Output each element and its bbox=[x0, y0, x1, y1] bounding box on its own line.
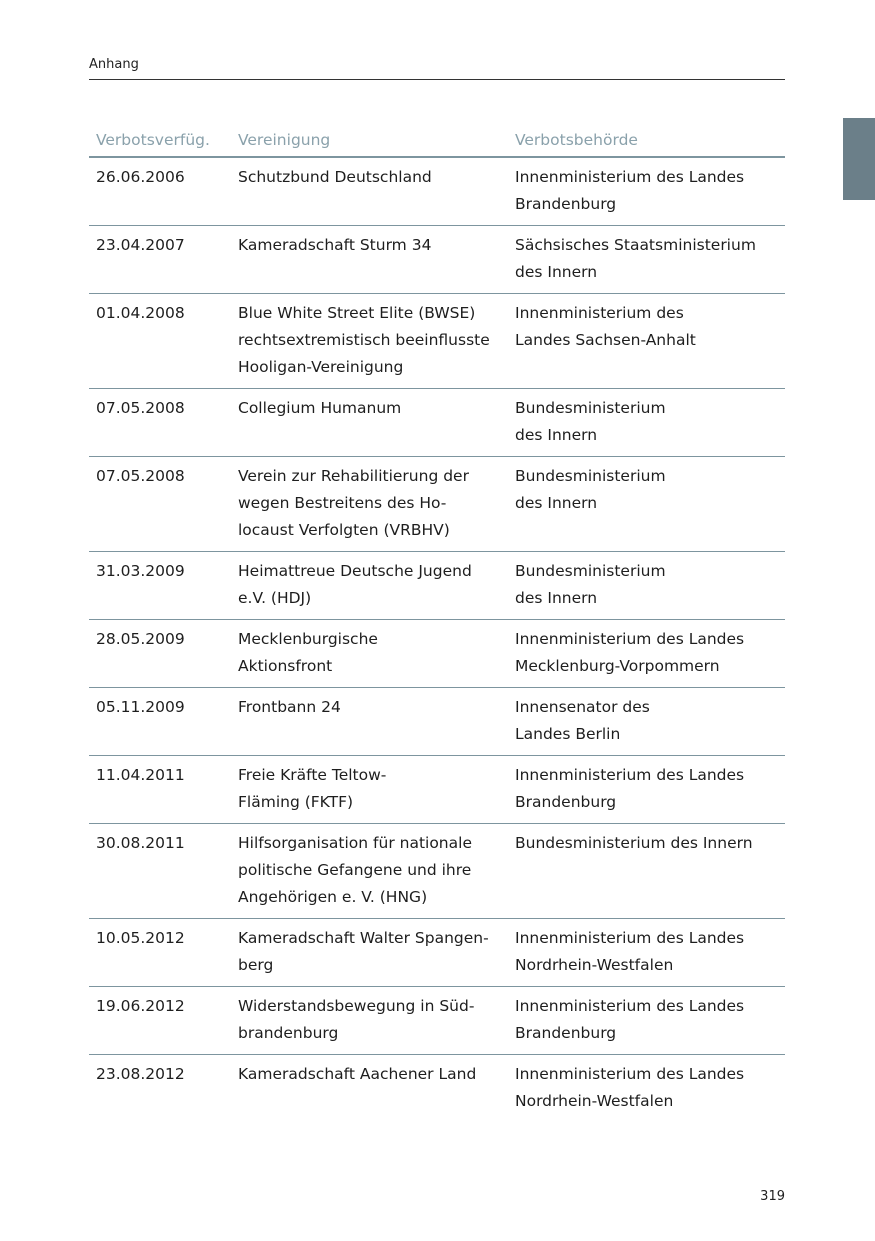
cell-organization bbox=[238, 463, 515, 544]
table-row bbox=[89, 389, 785, 457]
cell-date: 31.03.2009 bbox=[96, 562, 185, 580]
table-row bbox=[89, 1055, 785, 1122]
cell-authority-line: Innenministerium des Landes bbox=[515, 630, 745, 648]
cell-authority-line: Innenministerium des Landes bbox=[515, 929, 745, 947]
cell-organization-line: rechtsextremistisch beeinflusste bbox=[238, 331, 490, 349]
cell-authority-line: Nordrhein-Westfalen bbox=[515, 956, 674, 974]
cell-organization bbox=[238, 164, 515, 218]
cell-date: 23.04.2007 bbox=[96, 236, 185, 254]
column-header-authority: Verbotsbehörde bbox=[515, 130, 638, 149]
table-row bbox=[89, 987, 785, 1055]
cell-authority-line: Innensenator des bbox=[515, 698, 650, 716]
cell-organization-line: Hooligan-Vereinigung bbox=[238, 358, 404, 376]
cell-organization-line: Aktionsfront bbox=[238, 657, 333, 675]
cell-organization bbox=[238, 762, 515, 816]
cell-authority bbox=[515, 694, 785, 748]
cell-authority bbox=[515, 232, 785, 286]
cell-organization bbox=[238, 626, 515, 680]
cell-authority-line: des Innern bbox=[515, 589, 598, 607]
cell-organization bbox=[238, 558, 515, 612]
cell-authority bbox=[515, 558, 785, 612]
cell-authority bbox=[515, 395, 785, 449]
cell-authority-line: Bundesministerium des Innern bbox=[515, 834, 753, 852]
cell-organization-line: politische Gefangene und ihre bbox=[238, 861, 472, 879]
cell-authority-line: des Innern bbox=[515, 263, 598, 281]
cell-date: 19.06.2012 bbox=[96, 997, 185, 1015]
cell-organization-line: Collegium Humanum bbox=[238, 399, 402, 417]
cell-date: 23.08.2012 bbox=[96, 1065, 185, 1083]
cell-date: 30.08.2011 bbox=[96, 834, 185, 852]
cell-organization bbox=[238, 830, 515, 911]
cell-date: 07.05.2008 bbox=[96, 399, 185, 417]
cell-authority bbox=[515, 300, 785, 381]
cell-authority-line: Brandenburg bbox=[515, 195, 617, 213]
table-row bbox=[89, 620, 785, 688]
column-header-date: Verbotsverfüg. bbox=[96, 130, 210, 149]
cell-organization-line: Angehörigen e. V. (HNG) bbox=[238, 888, 428, 906]
cell-organization bbox=[238, 925, 515, 979]
cell-organization-line: Widerstandsbewegung in Süd- bbox=[238, 997, 475, 1015]
cell-authority-line: Sächsisches Staatsministerium bbox=[515, 236, 756, 254]
cell-organization-line: Kameradschaft Aachener Land bbox=[238, 1065, 477, 1083]
cell-authority-line: Innenministerium des bbox=[515, 304, 684, 322]
cell-organization bbox=[238, 993, 515, 1047]
table-row bbox=[89, 294, 785, 389]
cell-authority bbox=[515, 993, 785, 1047]
cell-organization-line: Verein zur Rehabilitierung der bbox=[238, 467, 469, 485]
cell-date: 28.05.2009 bbox=[96, 630, 185, 648]
cell-authority-line: Innenministerium des Landes bbox=[515, 1065, 745, 1083]
table-row bbox=[89, 824, 785, 919]
cell-authority-line: Brandenburg bbox=[515, 793, 617, 811]
cell-authority bbox=[515, 1061, 785, 1115]
cell-authority-line: Bundesministerium bbox=[515, 562, 666, 580]
table-header bbox=[89, 120, 785, 158]
cell-organization bbox=[238, 1061, 515, 1115]
prohibition-table bbox=[89, 120, 785, 1122]
cell-organization-line: locaust Verfolgten (VRBHV) bbox=[238, 521, 450, 539]
cell-organization-line: berg bbox=[238, 956, 274, 974]
table-row bbox=[89, 756, 785, 824]
cell-date: 10.05.2012 bbox=[96, 929, 185, 947]
cell-organization bbox=[238, 232, 515, 286]
table-row bbox=[89, 919, 785, 987]
cell-organization-line: Heimattreue Deutsche Jugend bbox=[238, 562, 472, 580]
header-rule bbox=[89, 79, 785, 80]
cell-organization-line: Kameradschaft Walter Spangen- bbox=[238, 929, 489, 947]
table-row bbox=[89, 552, 785, 620]
cell-authority-line: Bundesministerium bbox=[515, 467, 666, 485]
cell-organization-line: Schutzbund Deutschland bbox=[238, 168, 432, 186]
table-row bbox=[89, 688, 785, 756]
cell-authority bbox=[515, 164, 785, 218]
cell-authority-line: Landes Sachsen-Anhalt bbox=[515, 331, 696, 349]
cell-authority bbox=[515, 626, 785, 680]
section-tab-marker bbox=[843, 118, 875, 200]
table-row bbox=[89, 158, 785, 226]
cell-organization-line: Mecklenburgische bbox=[238, 630, 378, 648]
cell-organization-line: Kameradschaft Sturm 34 bbox=[238, 236, 432, 254]
cell-authority-line: des Innern bbox=[515, 494, 598, 512]
cell-date: 05.11.2009 bbox=[96, 698, 185, 716]
cell-authority-line: Nordrhein-Westfalen bbox=[515, 1092, 674, 1110]
table-body bbox=[89, 158, 785, 1122]
table-row bbox=[89, 457, 785, 552]
cell-date: 11.04.2011 bbox=[96, 766, 185, 784]
cell-organization-line: wegen Bestreitens des Ho- bbox=[238, 494, 447, 512]
column-header-organization: Vereinigung bbox=[238, 130, 331, 149]
cell-authority bbox=[515, 463, 785, 544]
cell-authority-line: Landes Berlin bbox=[515, 725, 621, 743]
cell-organization-line: Freie Kräfte Teltow- bbox=[238, 766, 387, 784]
table-row bbox=[89, 226, 785, 294]
cell-organization bbox=[238, 300, 515, 381]
cell-date: 07.05.2008 bbox=[96, 467, 185, 485]
cell-authority-line: Innenministerium des Landes bbox=[515, 766, 745, 784]
cell-authority bbox=[515, 925, 785, 979]
cell-authority bbox=[515, 830, 785, 911]
cell-organization-line: Fläming (FKTF) bbox=[238, 793, 354, 811]
cell-date: 26.06.2006 bbox=[96, 168, 185, 186]
cell-organization-line: Hilfsorganisation für nationale bbox=[238, 834, 472, 852]
cell-authority-line: Innenministerium des Landes bbox=[515, 168, 745, 186]
cell-authority-line: Brandenburg bbox=[515, 1024, 617, 1042]
cell-organization-line: e.V. (HDJ) bbox=[238, 589, 312, 607]
cell-authority-line: Bundesministerium bbox=[515, 399, 666, 417]
cell-organization bbox=[238, 694, 515, 748]
cell-organization-line: brandenburg bbox=[238, 1024, 339, 1042]
cell-organization bbox=[238, 395, 515, 449]
cell-authority bbox=[515, 762, 785, 816]
page-number: 319 bbox=[760, 1189, 785, 1204]
running-title: Anhang bbox=[89, 57, 139, 72]
cell-authority-line: des Innern bbox=[515, 426, 598, 444]
cell-organization-line: Frontbann 24 bbox=[238, 698, 341, 716]
cell-authority-line: Innenministerium des Landes bbox=[515, 997, 745, 1015]
cell-date: 01.04.2008 bbox=[96, 304, 185, 322]
cell-organization-line: Blue White Street Elite (BWSE) bbox=[238, 304, 476, 322]
cell-authority-line: Mecklenburg-Vorpommern bbox=[515, 657, 720, 675]
